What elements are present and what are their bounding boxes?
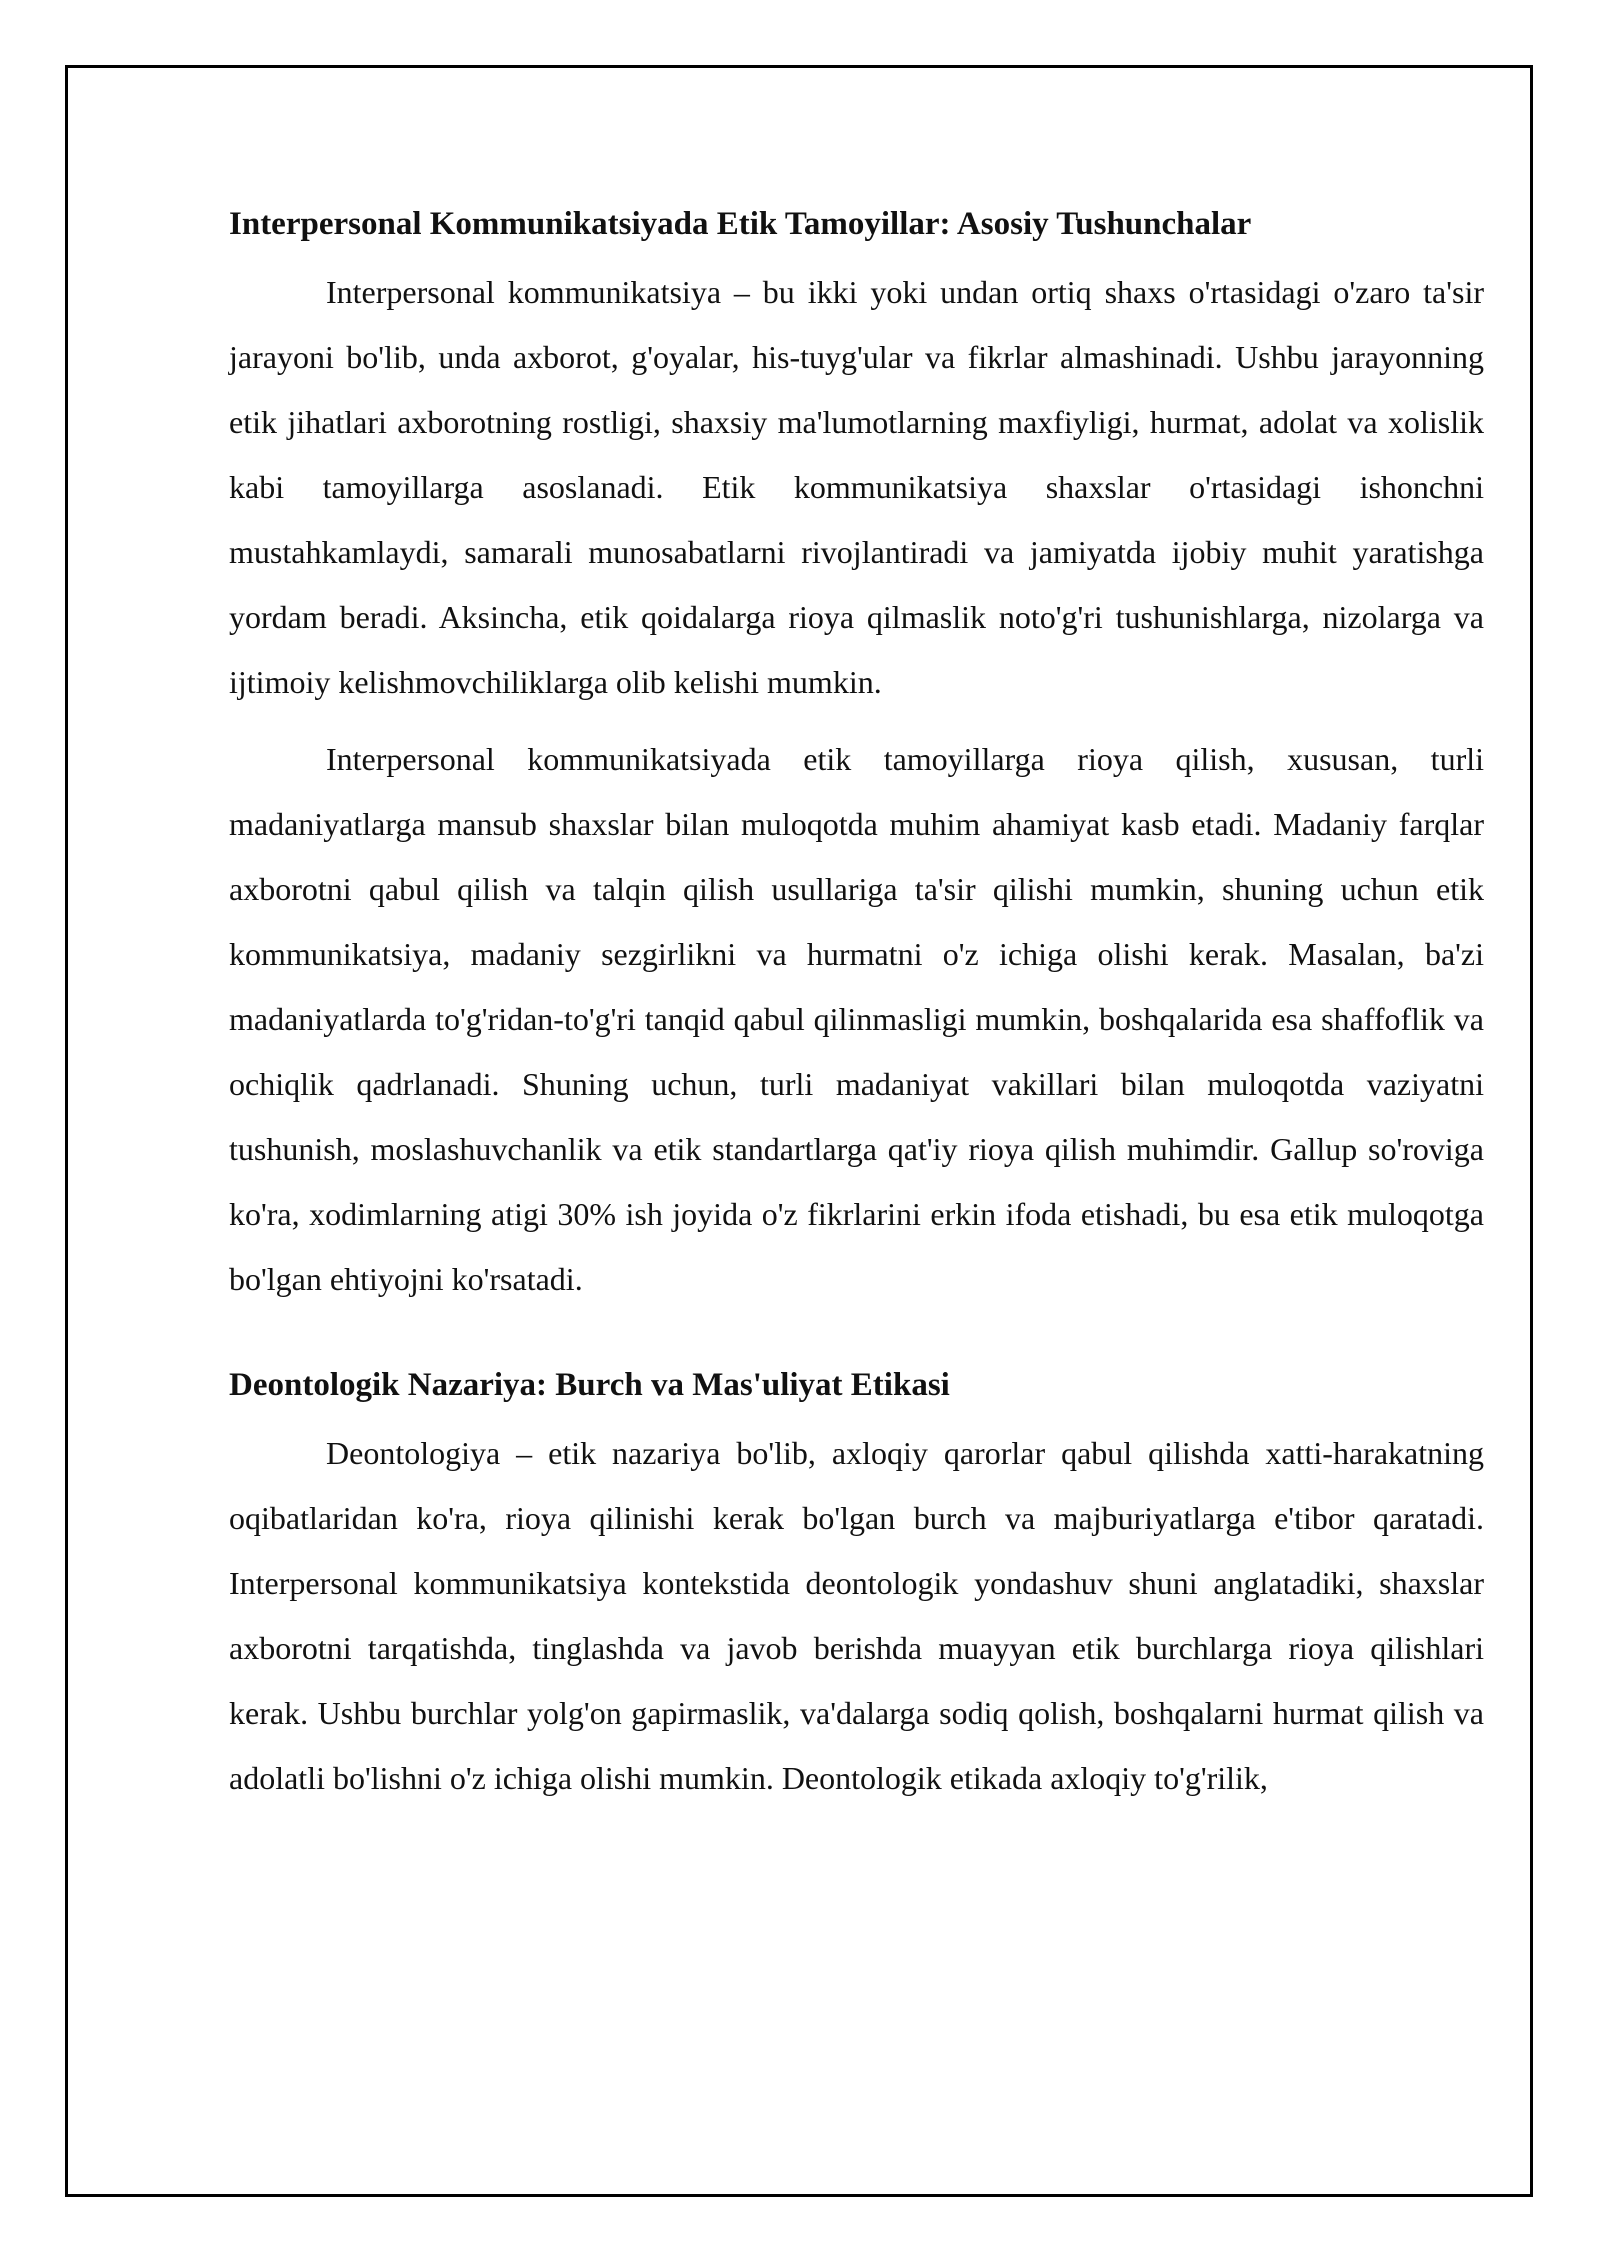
paragraph-interpersonal-definition: Interpersonal kommunikatsiya – bu ikki yoki undan ortiq shaxs o'rtasidagi o'zaro ta'sir jarayoni bo'lib, unda axborot, g'oyalar, his-tuyg'ular va fikrlar almashinadi. Ushbu jarayonning etik jihatlari axborotning rostligi, shaxsiy ma'lumotlarning maxfiyligi, hurmat, adolat va xolislik kabi tamoyillarga asoslanadi. Etik kommunikatsiya shaxslar o'rtasidagi ishonchni mustahkamlaydi, samarali munosabatlarni rivojlantiradi va jamiyatda ijobiy muhit yaratishga yordam beradi. Aksincha, etik qoidalarga rioya qilmaslik noto'g'ri tushunishlarga, nizolarga va ijtimoiy kelishmovchiliklarga olib kelishi mumkin. bbox=[229, 274, 1484, 700]
paragraph-deontology: Deontologiya – etik nazariya bo'lib, axloqiy qarorlar qabul qilishda xatti-harakatning oqibatlaridan ko'ra, rioya qilinishi kerak bo'lgan burch va majburiyatlarga e'tibor qaratadi. Interpersonal kommunikatsiya kontekstida deontologik yondashuv shuni anglatadiki, shaxslar axborotni tarqatishda, tinglashda va javob berishda muayyan etik burchlarga rioya qilishlari kerak. Ushbu burchlar yolg'on gapirmaslik, va'dalarga sodiq qolish, boshqalarni hurmat qilish va adolatli bo'lishni o'z ichiga olishi mumkin. Deontologik etikada axloqiy to'g'rilik, bbox=[229, 1435, 1484, 1796]
section-gap bbox=[229, 1324, 1484, 1359]
paragraph-cultural-differences: Interpersonal kommunikatsiyada etik tamoyillarga rioya qilish, xususan, turli madaniyatlarga mansub shaxslar bilan muloqotda muhim ahamiyat kasb etadi. Madaniy farqlar axborotni qabul qilish va talqin qilish usullariga ta'sir qilishi mumkin, shuning uchun etik kommunikatsiya, madaniy sezgirlikni va hurmatni o'z ichiga olishi kerak. Masalan, ba'zi madaniyatlarda to'g'ridan-to'g'ri tanqid qabul qilinmasligi mumkin, boshqalarida esa shaffoflik va ochiqlik qadrlanadi. Shuning uchun, turli madaniyat vakillari bilan muloqotda vaziyatni tushunish, moslashuvchanlik va etik standartlarga qat'iy rioya qilish muhimdir. Gallup so'roviga ko'ra, xodimlarning atigi 30% ish joyida o'z fikrlarini erkin ifoda etishadi, bu esa etik muloqotga bo'lgan ehtiyojni ko'rsatadi. bbox=[229, 741, 1484, 1297]
document-body bbox=[229, 198, 1484, 1823]
section-heading-ethical-principles: Interpersonal Kommunikatsiyada Etik Tamoyillar: Asosiy Tushunchalar bbox=[229, 206, 1252, 242]
section-heading-deontological-theory: Deontologik Nazariya: Burch va Mas'uliyat Etikasi bbox=[229, 1367, 950, 1403]
